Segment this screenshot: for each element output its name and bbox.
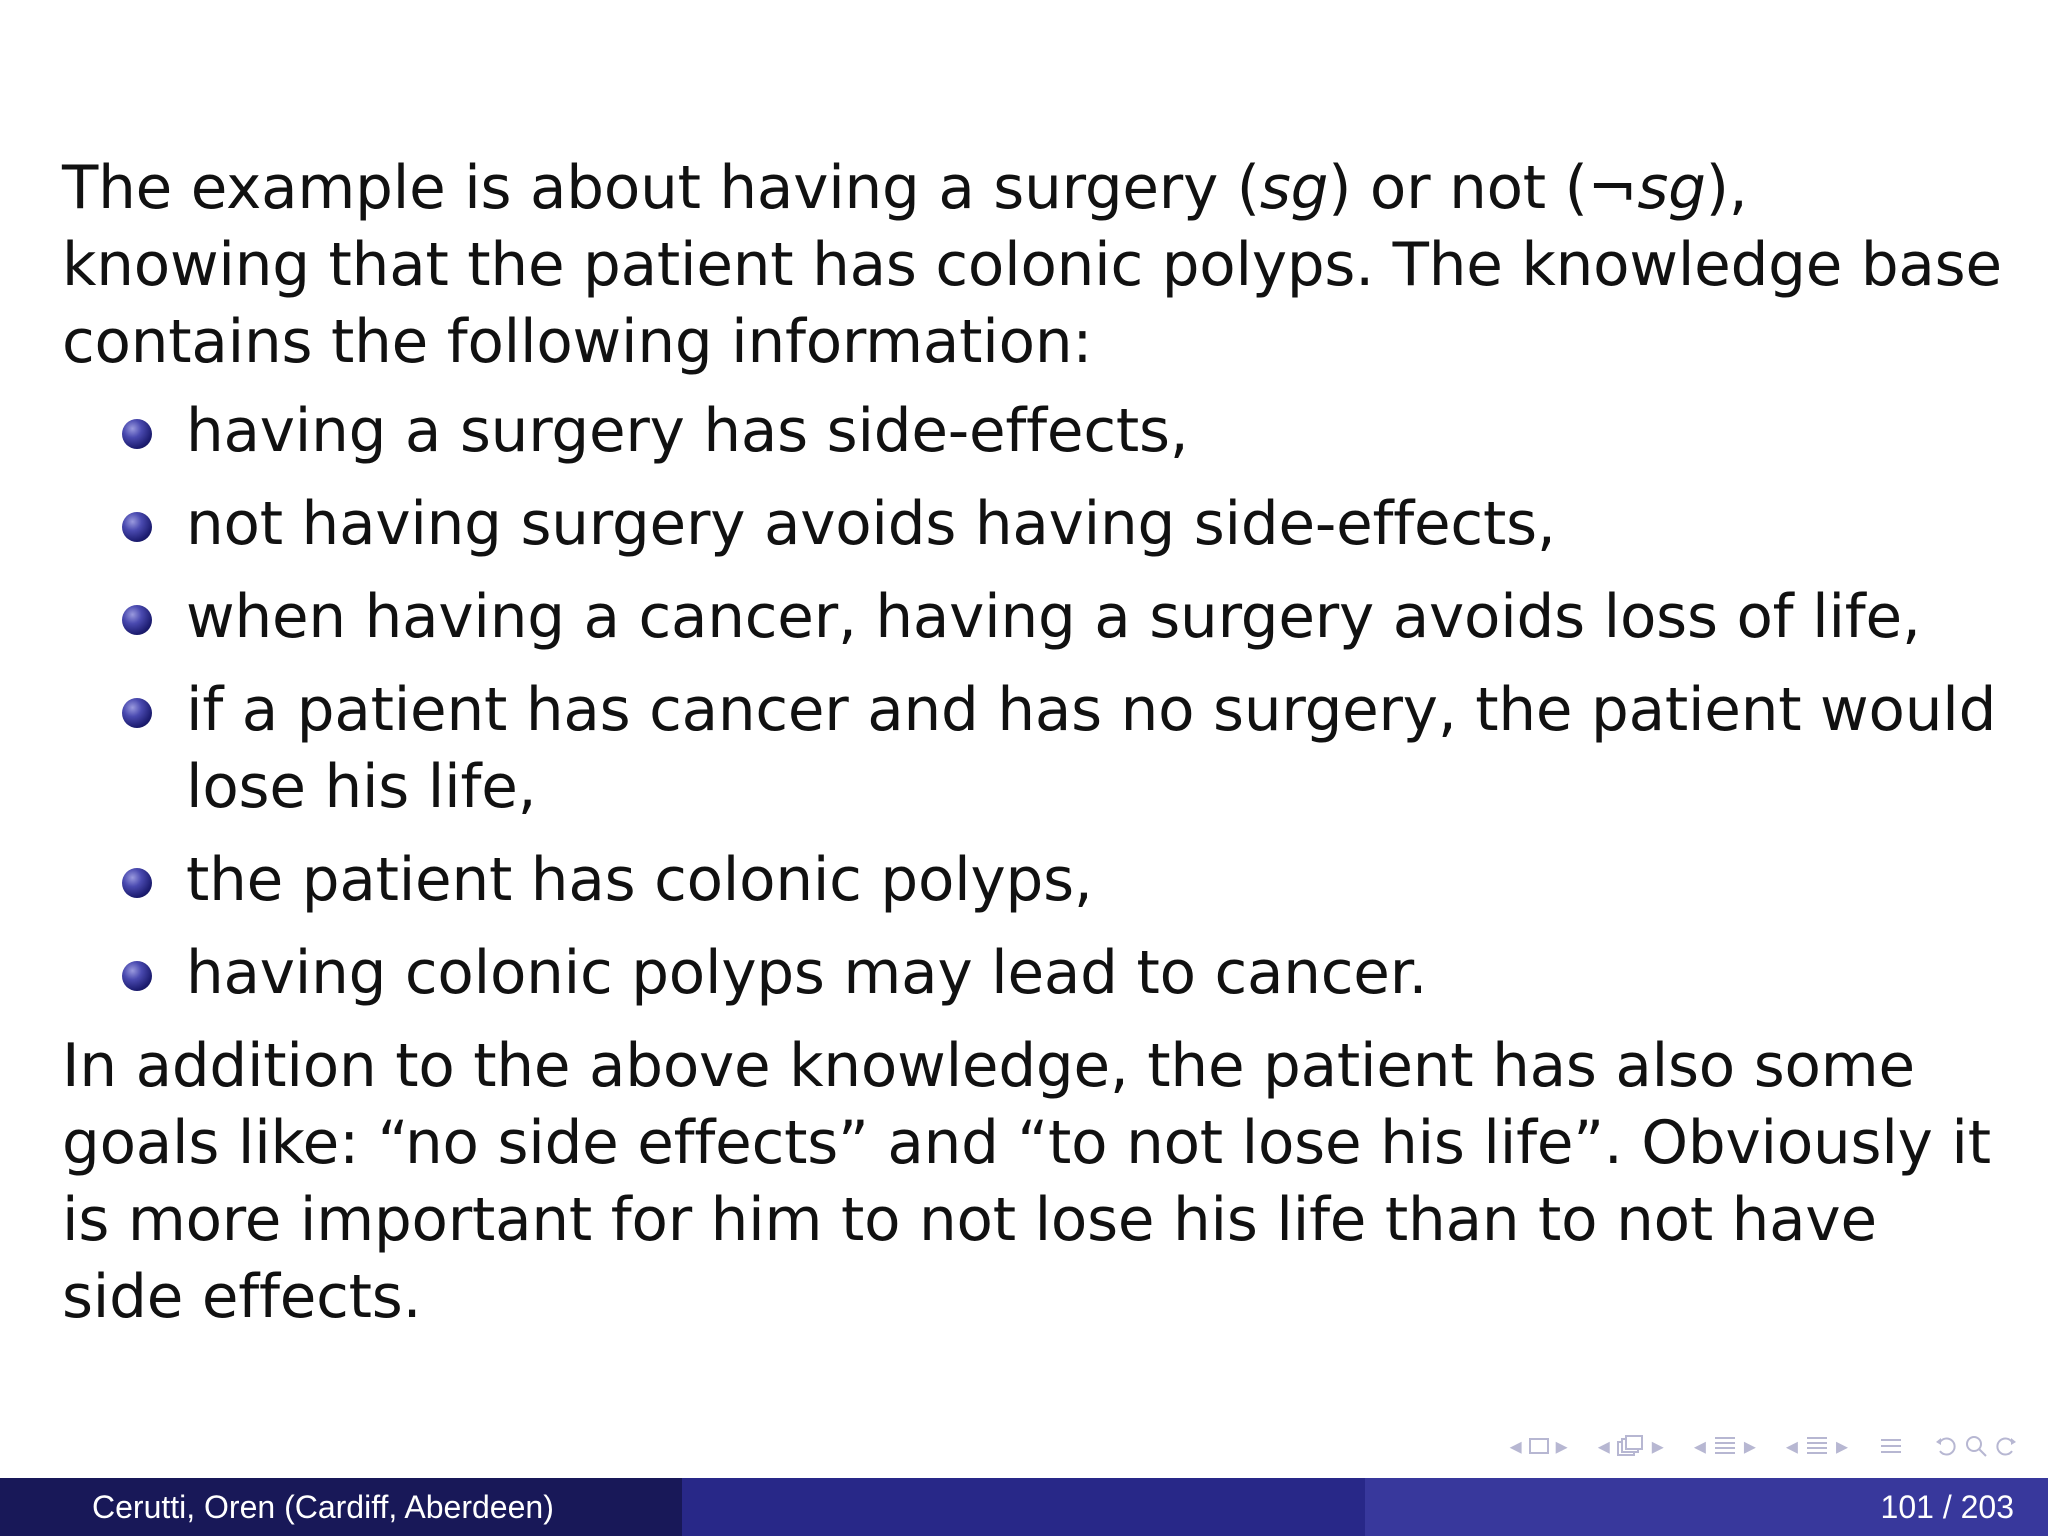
arrow-right-icon[interactable]: ▸ <box>1651 1432 1664 1460</box>
subsection-nav <box>1598 1432 1664 1460</box>
list-item <box>62 393 2002 470</box>
arrow-right-icon[interactable]: ▸ <box>1743 1432 1756 1460</box>
list-item-text: not having surgery avoids having side-effects, <box>186 490 1556 559</box>
page-number: 101 / 203 <box>1880 1488 2014 1525</box>
arrow-left-icon[interactable]: ◂ <box>1693 1432 1706 1460</box>
bullet-icon <box>122 419 152 449</box>
presentation-nav <box>1786 1432 1848 1460</box>
bullet-icon <box>122 605 152 635</box>
bullet-icon <box>122 961 152 991</box>
beamer-navigation <box>1510 1432 2018 1460</box>
sg-symbol: sg <box>1259 154 1329 223</box>
arrow-left-icon[interactable]: ◂ <box>1509 1432 1522 1460</box>
arrow-left-icon[interactable]: ◂ <box>1597 1432 1610 1460</box>
list-item-text: having colonic polyps may lead to cancer. <box>186 939 1428 1008</box>
list-item <box>62 672 2002 826</box>
bullet-icon <box>122 698 152 728</box>
bullet-icon <box>122 868 152 898</box>
search-nav <box>1934 1434 2018 1458</box>
frame-nav <box>1510 1432 1568 1460</box>
arrow-right-icon[interactable]: ▸ <box>1835 1432 1848 1460</box>
align-icon[interactable] <box>1878 1434 1904 1458</box>
arrow-right-icon[interactable]: ▸ <box>1555 1432 1568 1460</box>
redo-icon[interactable] <box>1994 1434 2018 1458</box>
intro-text-3: ), knowing that the patient has colonic polyps. The knowledge base contains the following information: <box>62 154 2002 377</box>
knowledge-list <box>62 393 2002 1012</box>
section-icon[interactable] <box>1804 1434 1830 1458</box>
intro-text-1: The example is about having a surgery ( <box>62 154 1260 223</box>
negation-symbol: ¬ <box>1587 154 1638 223</box>
list-item-text: having a surgery has side-effects, <box>186 397 1189 466</box>
outro-paragraph: In addition to the above knowledge, the patient has also some goals like: “no side effects” and “to not lose his life”. Obviously it is more important for him to not lose his life than to not have side effects. <box>62 1032 1991 1332</box>
section-icon[interactable] <box>1712 1434 1738 1458</box>
frame-icon[interactable] <box>1528 1437 1550 1455</box>
list-item <box>62 579 2002 656</box>
section-nav <box>1694 1432 1756 1460</box>
footer-bar <box>0 1478 2048 1536</box>
bullet-icon <box>122 512 152 542</box>
footer-title-section <box>682 1478 1365 1536</box>
list-item <box>62 486 2002 563</box>
subsection-icon[interactable] <box>1616 1434 1646 1458</box>
footer-page-section <box>1365 1478 2048 1536</box>
arrow-left-icon[interactable]: ◂ <box>1785 1432 1798 1460</box>
intro-paragraph <box>62 150 2002 381</box>
footer-authors: Cerutti, Oren (Cardiff, Aberdeen) <box>92 1488 554 1525</box>
list-item-text: when having a cancer, having a surgery avoids loss of life, <box>186 583 1921 652</box>
list-item-text: the patient has colonic polyps, <box>186 846 1093 915</box>
slide-content <box>62 150 2002 1336</box>
search-icon[interactable] <box>1964 1434 1988 1458</box>
list-item-text: if a patient has cancer and has no surgery, the patient would lose his life, <box>186 676 1997 822</box>
undo-icon[interactable] <box>1934 1434 1958 1458</box>
list-item <box>62 935 2002 1012</box>
intro-text-2: ) or not ( <box>1328 154 1588 223</box>
sg-symbol-negated: sg <box>1637 154 1706 223</box>
list-item <box>62 842 2002 919</box>
footer-authors-section <box>0 1478 682 1536</box>
